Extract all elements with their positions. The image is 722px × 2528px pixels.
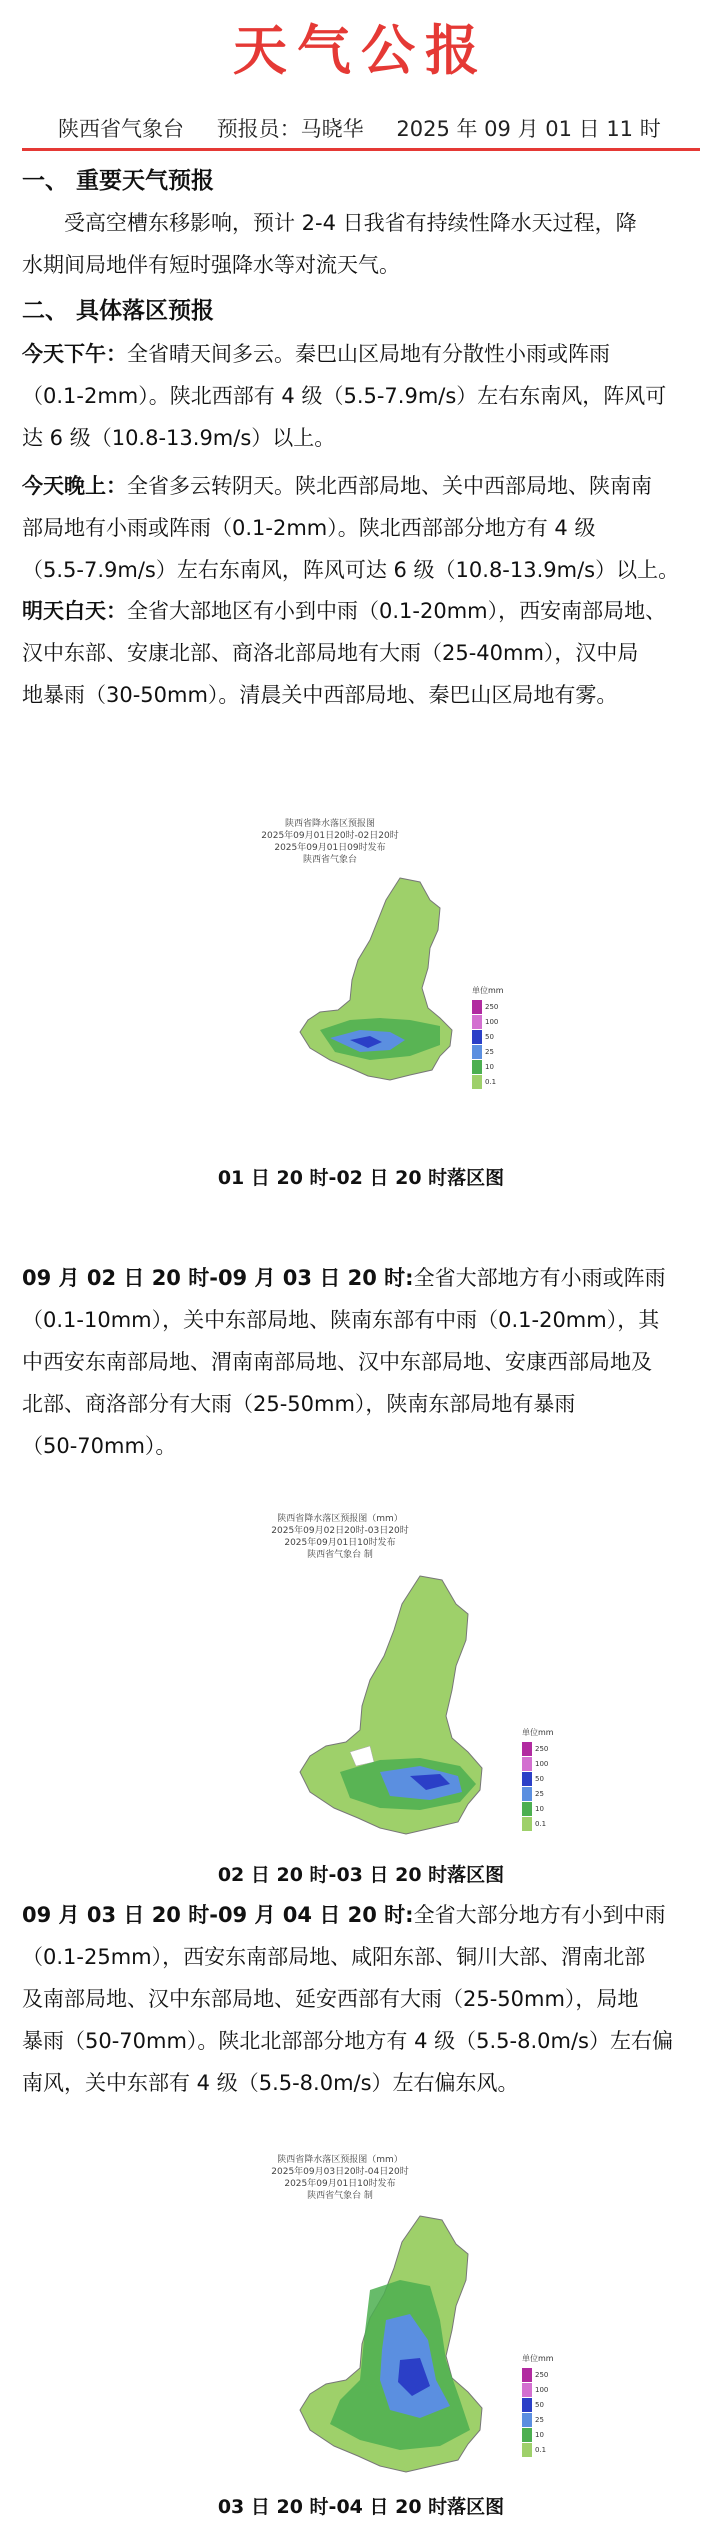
legend-label: 25	[485, 1047, 494, 1056]
legend-label: 250	[535, 1744, 549, 1753]
legend-label: 25	[535, 2415, 544, 2424]
text-line: （5.5-7.9m/s）左右东南风，阵风可达 6 级（10.8-13.9m/s）以上。	[22, 558, 680, 582]
legend-label: 50	[535, 2400, 544, 2409]
text-line: 北部、商洛部分有大雨（25-50mm），陕南东部局地有暴雨	[22, 1392, 576, 1416]
text-line: （0.1-10mm），关中东部局地、陕南东部有中雨（0.1-20mm），其	[22, 1308, 660, 1332]
map-title: 陕西省降水落区预报图	[284, 819, 375, 829]
section-heading-areas: 二、 具体落区预报	[22, 298, 215, 324]
legend-title: 单位mm	[472, 986, 504, 995]
period-label: 今天晚上：	[22, 474, 127, 498]
map2-legend	[522, 1727, 554, 1831]
map2-header	[240, 1513, 440, 1561]
text-line: 全省大部地方有小雨或阵雨	[413, 1266, 666, 1290]
legend-label: 0.1	[485, 1077, 497, 1086]
map3-header	[240, 2154, 440, 2202]
map-period: 2025年09月03日20时-04日20时	[271, 2167, 409, 2177]
forecast-today-afternoon	[22, 333, 702, 459]
text-line: 部局地有小雨或阵雨（0.1-2mm）。陕北西部部分地方有 4 级	[22, 516, 596, 540]
legend-label: 100	[535, 2385, 549, 2394]
text-line: 全省晴天间多云。秦巴山区局地有分散性小雨或阵雨	[127, 342, 610, 366]
legend-label: 50	[485, 1032, 494, 1041]
text-line: 水期间局地伴有短时强降水等对流天气。	[22, 253, 400, 277]
legend-label: 250	[535, 2370, 549, 2379]
text-line: 达 6 级（10.8-13.9m/s）以上。	[22, 426, 336, 450]
map2-precipitation-map	[290, 1570, 520, 1850]
text-line: （0.1-2mm）。陕北西部有 4 级（5.5-7.9m/s）左右东南风，阵风可	[22, 384, 667, 408]
map2-caption: 02 日 20 时-03 日 20 时落区图	[217, 1864, 505, 1886]
text-line: （50-70mm）。	[22, 1434, 177, 1458]
map3-legend	[522, 2353, 554, 2457]
section1-body	[22, 202, 702, 286]
legend-label: 0.1	[535, 2445, 547, 2454]
legend-title: 单位mm	[522, 2354, 554, 2363]
period-label: 今天下午：	[22, 342, 127, 366]
map-period: 2025年09月02日20时-03日20时	[271, 1526, 409, 1536]
text-line: 暴雨（50-70mm）。陕北北部部分地方有 4 级（5.5-8.0m/s）左右偏	[22, 2029, 673, 2053]
map-issuer: 陕西省气象台	[302, 855, 357, 865]
map1-precipitation-map	[290, 870, 490, 1100]
forecaster: 预报员：马晓华	[216, 117, 364, 141]
map3-precipitation-map	[290, 2210, 520, 2480]
text-line: 汉中东部、安康北部、商洛北部局地有大雨（25-40mm），汉中局	[22, 641, 639, 665]
text-line: 全省多云转阴天。陕北西部局地、关中西部局地、陕南南	[127, 474, 652, 498]
legend-label: 50	[535, 1774, 544, 1783]
period-label: 09 月 03 日 20 时-09 月 04 日 20 时:	[22, 1903, 414, 1927]
section-heading-important: 一、 重要天气预报	[22, 168, 215, 194]
legend-label: 100	[535, 1759, 549, 1768]
map-issuer: 陕西省气象台 制	[307, 2191, 373, 2201]
text-line: 全省大部地区有小到中雨（0.1-20mm），西安南部局地、	[127, 599, 667, 623]
org-name: 陕西省气象台	[58, 117, 184, 141]
map1-header	[230, 818, 430, 866]
legend-label: 25	[535, 1789, 544, 1798]
map-issued: 2025年09月01日09时发布	[274, 843, 386, 853]
legend-label: 10	[485, 1062, 494, 1071]
map-title: 陕西省降水落区预报图（mm）	[277, 1514, 403, 1524]
map-period: 2025年09月01日20时-02日20时	[261, 831, 399, 841]
map-issuer: 陕西省气象台 制	[307, 1550, 373, 1560]
legend-label: 10	[535, 1804, 544, 1813]
forecast-period-2	[22, 1257, 702, 1467]
text-line: 受高空槽东移影响，预计 2-4 日我省有持续性降水天过程，降	[64, 211, 637, 235]
text-line: 及南部局地、汉中东部局地、延安西部有大雨（25-50mm），局地	[22, 1987, 639, 2011]
legend-label: 10	[535, 2430, 544, 2439]
legend-label: 100	[485, 1017, 499, 1026]
text-line: 地暴雨（30-50mm）。清晨关中西部局地、秦巴山区局地有雾。	[22, 683, 618, 707]
text-line: 中西安东南部局地、渭南南部局地、汉中东部局地、安康西部局地及	[22, 1350, 652, 1374]
text-line: （0.1-25mm），西安东南部局地、咸阳东部、铜川大部、渭南北部	[22, 1945, 646, 1969]
issue-datetime: 2025 年 09 月 01 日 11 时	[396, 117, 661, 141]
text-line: 全省大部分地方有小到中雨	[413, 1903, 666, 1927]
legend-label: 250	[485, 1002, 499, 1011]
bulletin-header	[58, 110, 698, 148]
map1-legend	[472, 985, 504, 1089]
header-divider	[22, 148, 700, 151]
map1-caption: 01 日 20 时-02 日 20 时落区图	[217, 1167, 505, 1189]
forecast-tomorrow-day	[22, 590, 702, 716]
map3-caption: 03 日 20 时-04 日 20 时落区图	[217, 2496, 505, 2518]
text-line: 南风，关中东部有 4 级（5.5-8.0m/s）左右偏东风。	[22, 2071, 519, 2095]
map-issued: 2025年09月01日10时发布	[284, 1538, 396, 1548]
period-label: 明天白天：	[22, 599, 127, 623]
forecast-tonight	[22, 465, 702, 591]
page-title: 天气公报	[233, 18, 489, 82]
period-label: 09 月 02 日 20 时-09 月 03 日 20 时:	[22, 1266, 414, 1290]
map-issued: 2025年09月01日10时发布	[284, 2179, 396, 2189]
forecast-period-3	[22, 1894, 702, 2104]
legend-title: 单位mm	[522, 1728, 554, 1737]
legend-label: 0.1	[535, 1819, 547, 1828]
map-title: 陕西省降水落区预报图（mm）	[277, 2155, 403, 2165]
